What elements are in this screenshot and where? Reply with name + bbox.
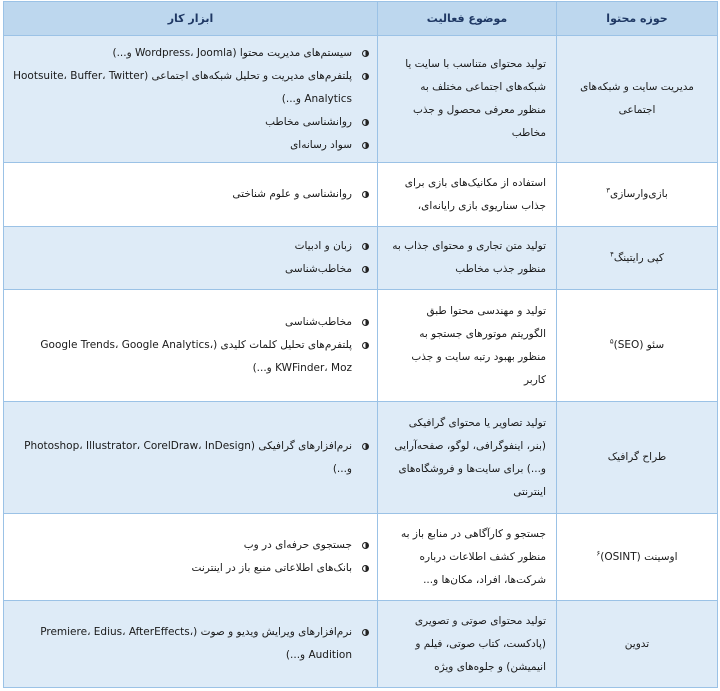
content-area-cell <box>557 514 718 601</box>
tools-list <box>8 42 369 157</box>
tool-item-text: روانشناسی و علوم شناختی <box>232 188 352 200</box>
half-circle-bullet-icon <box>362 73 369 80</box>
header-content-area: حوزه محتوا <box>557 2 718 36</box>
tool-item-text: سیستم‌های مدیریت محتوا (Wordpress، Joomla و...) <box>112 46 352 59</box>
activity-topic-cell: تولید تصاویر یا محتوای گرافیکی (بنر، اینفوگرافی، لوگو، صفحه‌آرایی و...) برای سایت‌ها و فروشگاه‌های اینترنتی <box>378 402 557 514</box>
footnote-marker: ۶ <box>596 549 601 557</box>
tools-list <box>8 311 369 380</box>
tool-item <box>8 334 369 380</box>
half-circle-bullet-icon <box>362 266 369 273</box>
tool-item-text: پلتفرم‌های مدیریت و تحلیل شبکه‌های اجتماعی (Hootsuite، Buffer، Twitter Analytics و...) <box>13 69 352 105</box>
content-area-cell <box>557 601 718 688</box>
activity-topic-cell: تولید محتوای صوتی و تصویری (پادکست، کتاب صوتی، فیلم و انیمیشن) و جلوه‌های ویژه <box>378 601 557 688</box>
tools-cell <box>4 402 378 514</box>
footnote-marker: ۵ <box>609 337 614 346</box>
content-area-cell <box>557 290 718 402</box>
tools-cell <box>4 227 378 290</box>
tools-cell <box>4 290 378 402</box>
table-row <box>4 36 718 163</box>
tool-item <box>8 42 369 65</box>
table-row <box>4 601 718 688</box>
half-circle-bullet-icon <box>362 443 369 450</box>
tools-cell <box>4 36 378 163</box>
content-area-cell <box>557 227 718 290</box>
table-row <box>4 227 718 290</box>
half-circle-bullet-icon <box>362 542 369 549</box>
tool-item <box>8 183 369 206</box>
activity-topic-cell: جستجو و کارآگاهی در منابع باز به منظور کشف اطلاعات درباره شرکت‌ها، افراد، مکان‌ها و... <box>378 514 557 601</box>
content-area-label: تدوین <box>624 637 650 650</box>
table-row <box>4 163 718 227</box>
content-area-label: سئو (SEO) <box>613 339 665 351</box>
tool-item-text: زبان و ادبیات <box>294 240 352 252</box>
half-circle-bullet-icon <box>362 119 369 126</box>
tools-cell <box>4 163 378 227</box>
content-area-label: بازی‌وارسازی <box>610 188 668 200</box>
tool-item-text: روانشناسی مخاطب <box>265 115 352 128</box>
tools-cell <box>4 601 378 688</box>
tool-item-text: مخاطب‌شناسی <box>285 316 352 328</box>
tools-list <box>8 534 369 580</box>
tool-item <box>8 134 369 157</box>
content-activities-table <box>3 1 718 688</box>
header-tools: ابزار کار <box>4 2 378 36</box>
tools-list <box>8 235 369 281</box>
activity-topic-cell: تولید و مهندسی محتوا طبق الگوریتم موتورهای جستجو به منظور بهبود رتبه سایت و جذب کاربر <box>378 290 557 402</box>
footnote-marker: ۴ <box>610 250 614 258</box>
tool-item <box>8 557 369 580</box>
content-area-label: مدیریت سایت و شبکه‌های اجتماعی <box>580 81 694 116</box>
half-circle-bullet-icon <box>362 142 369 149</box>
tool-item-text: مخاطب‌شناسی <box>285 263 352 275</box>
tool-item <box>8 311 369 334</box>
header-activity-topic: موضوع فعالیت <box>378 2 557 36</box>
activity-topic-cell: تولید متن تجاری و محتوای جذاب به منظور جذب مخاطب <box>378 227 557 290</box>
tool-item-text: سواد رسانه‌ای <box>290 138 352 151</box>
half-circle-bullet-icon <box>362 319 369 326</box>
half-circle-bullet-icon <box>362 565 369 572</box>
half-circle-bullet-icon <box>362 342 369 349</box>
content-area-cell <box>557 163 718 227</box>
footnote-marker: ۳ <box>606 186 610 195</box>
half-circle-bullet-icon <box>362 243 369 250</box>
tools-list <box>8 183 369 206</box>
content-area-cell <box>557 36 718 163</box>
tools-cell <box>4 514 378 601</box>
half-circle-bullet-icon <box>362 629 369 636</box>
tool-item <box>8 258 369 281</box>
content-area-label: کپی رایتینگ <box>613 251 664 264</box>
table-body <box>4 36 718 688</box>
table-header-row <box>4 2 718 36</box>
tool-item <box>8 435 369 481</box>
content-area-cell <box>557 402 718 514</box>
content-area-label: طراح گرافیک <box>607 451 667 463</box>
tool-item-text: نرم‌افزارهای ویرایش ویدیو و صوت (Premiere، Edius، AfterEffects، Audition و...) <box>40 626 352 661</box>
tool-item <box>8 534 369 557</box>
activity-topic-cell: استفاده از مکانیک‌های بازی برای جذاب سناریوی بازی رایانه‌ای، <box>378 163 557 227</box>
tool-item <box>8 65 369 111</box>
tool-item-text: پلتفرم‌های تحلیل کلمات کلیدی (Google Trends، Google Analytics، KWFinder، Moz و...) <box>40 339 352 374</box>
table-row <box>4 402 718 514</box>
tool-item <box>8 111 369 134</box>
table-row <box>4 514 718 601</box>
tools-list <box>8 435 369 481</box>
half-circle-bullet-icon <box>362 191 369 198</box>
tools-list <box>8 621 369 667</box>
content-area-label: اوسینت (OSINT) <box>600 550 678 563</box>
tool-item-text: جستجوی حرفه‌ای در وب <box>243 539 352 551</box>
tool-item-text: نرم‌افزارهای گرافیکی (Photoshop، Illustrator، CorelDraw، InDesign و...) <box>24 439 352 475</box>
tool-item <box>8 235 369 258</box>
half-circle-bullet-icon <box>362 50 369 57</box>
activity-topic-cell: تولید محتوای متناسب با سایت یا شبکه‌های اجتماعی مختلف به منظور معرفی محصول و جذب مخاطب <box>378 36 557 163</box>
tool-item-text: بانک‌های اطلاعاتی منبع باز در اینترنت <box>191 562 352 574</box>
tool-item <box>8 621 369 667</box>
table-row <box>4 290 718 402</box>
